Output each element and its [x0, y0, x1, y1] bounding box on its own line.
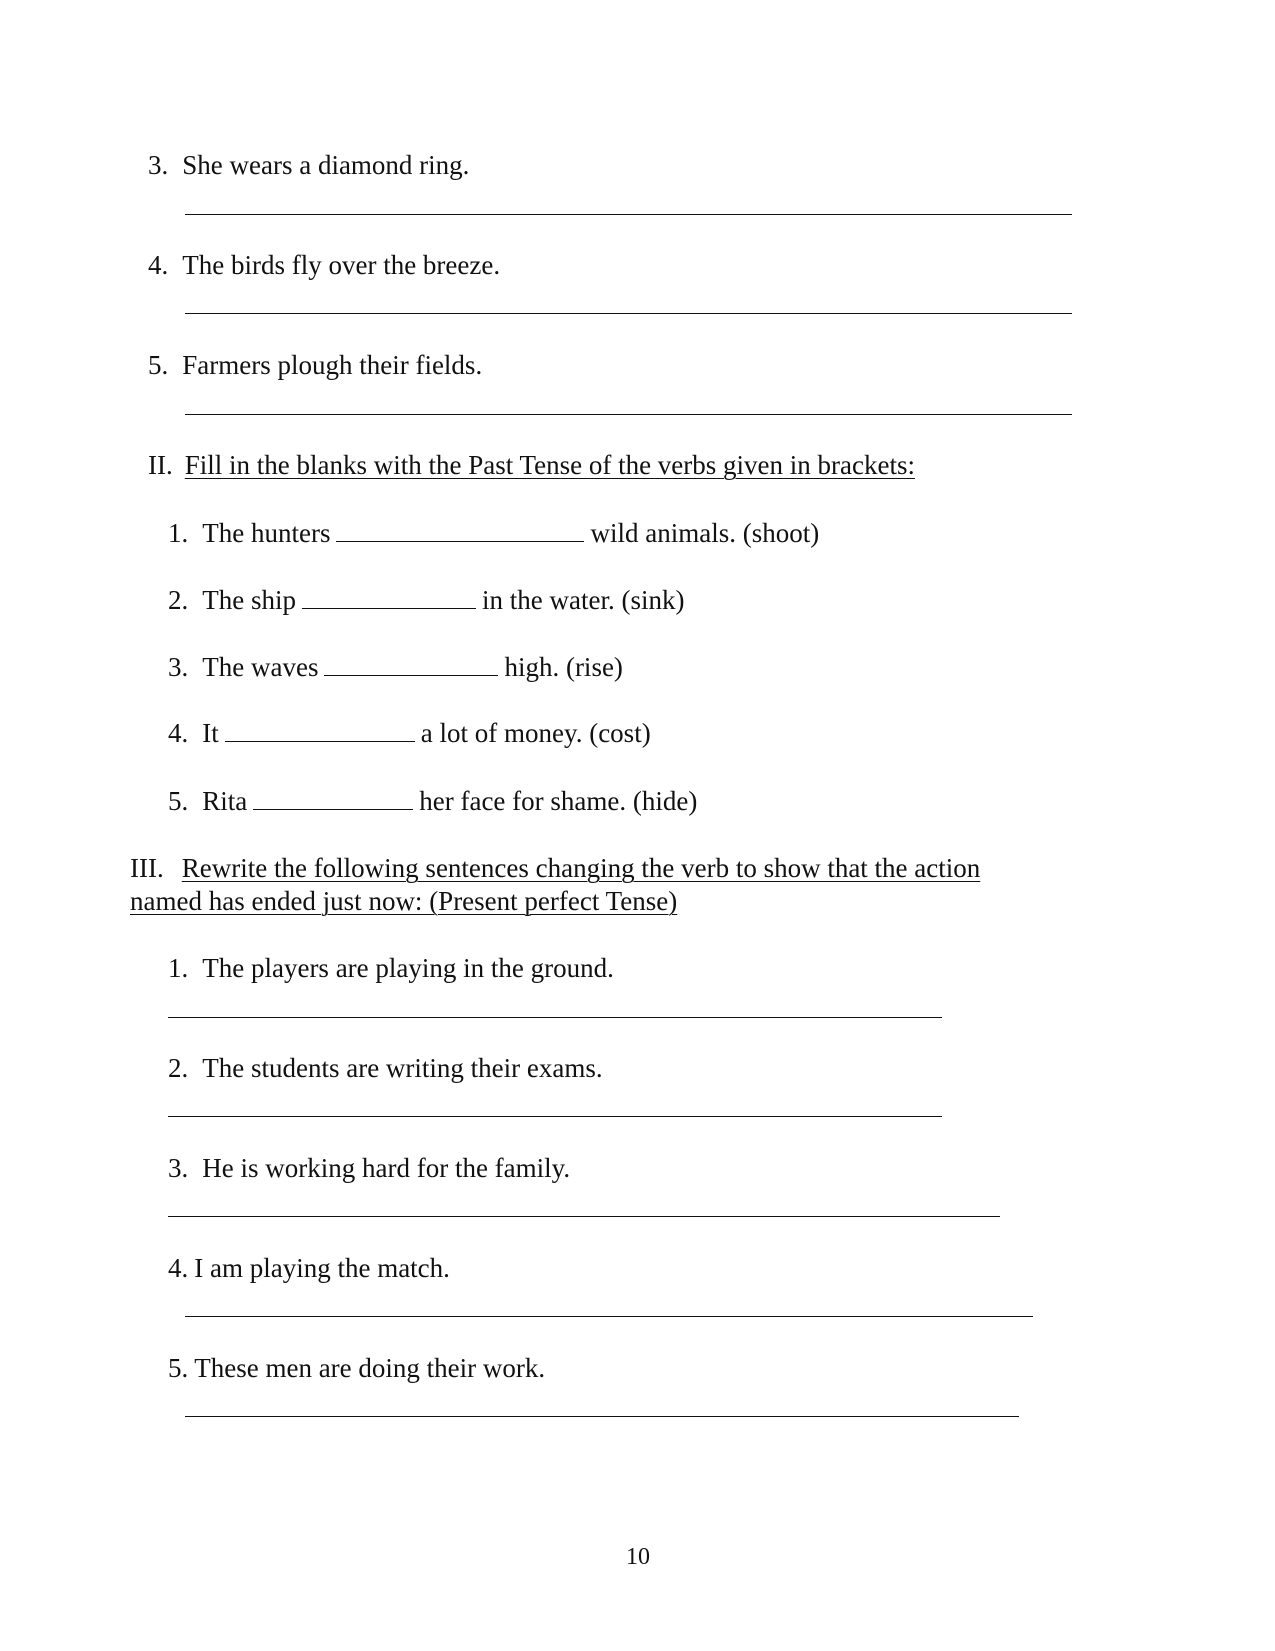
exercise-iii-item-2 — [168, 1055, 603, 1082]
item-number: 3. — [168, 1153, 189, 1183]
answer-line — [185, 214, 1072, 215]
item-text-after: in the water. (sink) — [482, 585, 685, 615]
answer-line — [185, 414, 1072, 415]
item-number: 4. — [168, 718, 189, 748]
item-text-after: a lot of money. (cost) — [420, 718, 651, 748]
exercise-iii-item-5 — [168, 1355, 545, 1382]
item-number: 5. — [168, 1353, 189, 1383]
exercise-ii-item-2 — [168, 586, 684, 614]
item-text-before: The hunters — [202, 518, 331, 548]
answer-line — [168, 1116, 942, 1117]
answer-line — [185, 1416, 1019, 1417]
exercise-ii-item-5 — [168, 787, 697, 815]
fill-blank — [253, 787, 413, 810]
exercise-iii-item-1 — [168, 955, 614, 982]
exercise-ii-item-3 — [168, 653, 623, 681]
item-text-before: The ship — [202, 585, 296, 615]
section-numeral: II. — [148, 450, 173, 480]
exercise-ii-item-1 — [168, 519, 819, 547]
exercise-i-item-5 — [148, 352, 482, 379]
answer-line — [185, 313, 1072, 314]
section-iii-heading-cont — [130, 888, 677, 915]
section-instruction-line-1: Rewrite the following sentences changing the verb to show that the action — [181, 853, 981, 883]
item-text-after: her face for shame. (hide) — [419, 786, 698, 816]
item-text-before: The waves — [202, 652, 319, 682]
item-text: She wears a diamond ring. — [182, 150, 470, 180]
item-number: 1. — [168, 518, 189, 548]
item-text-after: high. (rise) — [504, 652, 623, 682]
item-number: 1. — [168, 953, 189, 983]
section-ii-heading — [148, 452, 915, 479]
section-iii-heading — [130, 855, 980, 882]
item-text-after: wild animals. (shoot) — [590, 518, 820, 548]
item-number: 4. — [168, 1253, 189, 1283]
item-number: 2. — [168, 1053, 189, 1083]
item-number: 5. — [148, 350, 169, 380]
item-number: 5. — [168, 786, 189, 816]
page-number: 10 — [626, 1544, 650, 1570]
item-text-before: It — [202, 718, 219, 748]
item-text-before: Rita — [202, 786, 248, 816]
answer-line — [168, 1216, 1000, 1217]
section-instruction: Fill in the blanks with the Past Tense of the verbs given in brackets: — [184, 450, 915, 480]
item-text: He is working hard for the family. — [202, 1153, 571, 1183]
exercise-ii-item-4 — [168, 719, 651, 747]
fill-blank — [302, 586, 476, 609]
section-instruction-line-2: named has ended just now: (Present perfect Tense) — [130, 886, 678, 916]
item-text: Farmers plough their fields. — [182, 350, 483, 380]
fill-blank — [225, 719, 415, 742]
exercise-i-item-3 — [148, 152, 469, 179]
fill-blank — [336, 519, 584, 542]
fill-blank — [324, 653, 498, 676]
item-number: 2. — [168, 585, 189, 615]
exercise-i-item-4 — [148, 252, 500, 279]
exercise-iii-item-3 — [168, 1155, 570, 1182]
item-text: The players are playing in the ground. — [202, 953, 614, 983]
item-text: The birds fly over the breeze. — [182, 250, 501, 280]
answer-line — [185, 1316, 1033, 1317]
item-text: The students are writing their exams. — [202, 1053, 603, 1083]
item-number: 4. — [148, 250, 169, 280]
item-number: 3. — [148, 150, 169, 180]
exercise-iii-item-4 — [168, 1255, 450, 1282]
item-text: These men are doing their work. — [194, 1353, 546, 1383]
item-number: 3. — [168, 652, 189, 682]
answer-line — [168, 1017, 942, 1018]
item-text: I am playing the match. — [194, 1253, 450, 1283]
section-numeral: III. — [130, 853, 164, 883]
